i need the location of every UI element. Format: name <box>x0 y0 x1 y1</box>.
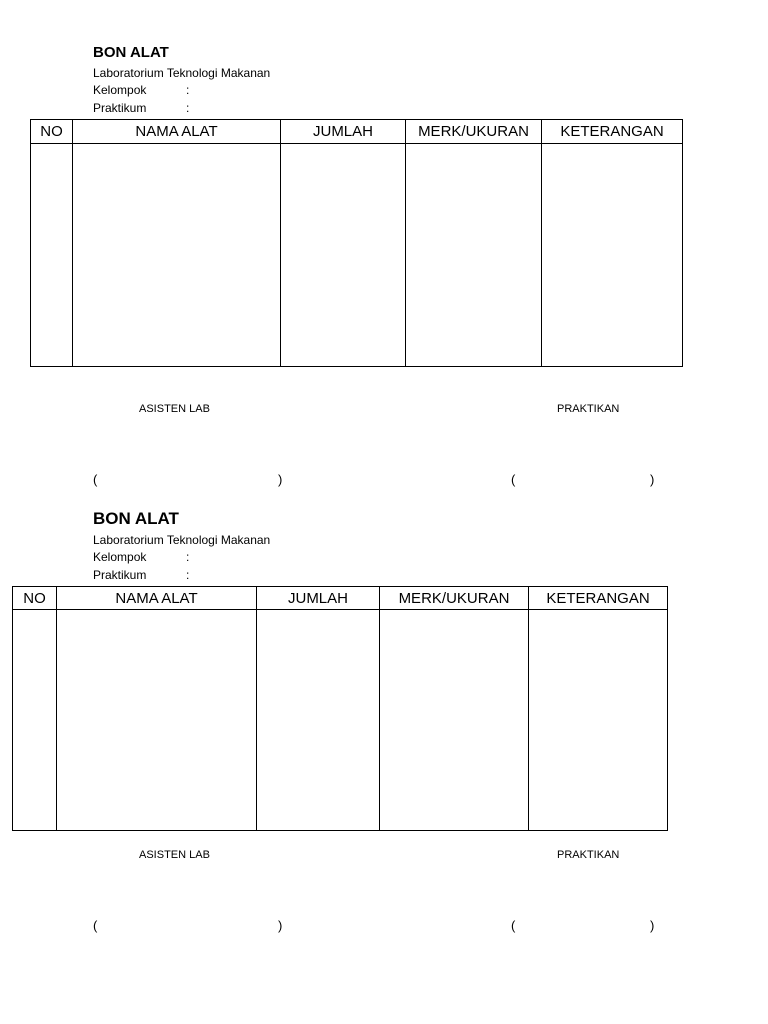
table-cell-jumlah <box>281 144 406 367</box>
col-header-nama-alat: NAMA ALAT <box>57 587 257 610</box>
signature-right-close-paren: ) <box>650 472 655 487</box>
praktikum-label: Praktikum <box>93 101 147 115</box>
table-row <box>31 144 683 367</box>
praktikum-label: Praktikum <box>93 568 147 582</box>
kelompok-label: Kelompok <box>93 83 147 97</box>
signature-right-open-paren: ( <box>511 472 516 487</box>
equipment-table <box>12 586 668 831</box>
signature-left-close-paren: ) <box>278 472 283 487</box>
table-cell-nama-alat <box>73 144 281 367</box>
praktikum-colon: : <box>186 101 190 115</box>
signature-left-open-paren: ( <box>93 472 98 487</box>
table-cell-no <box>13 610 57 831</box>
col-header-nama-alat: NAMA ALAT <box>73 120 281 144</box>
col-header-keterangan: KETERANGAN <box>542 120 683 144</box>
signature-left-close-paren: ) <box>278 918 283 933</box>
signature-left-open-paren: ( <box>93 918 98 933</box>
table-cell-merk-ukuran <box>380 610 529 831</box>
kelompok-colon: : <box>186 83 190 97</box>
asisten-lab-label: ASISTEN LAB <box>139 849 210 861</box>
table-header-row <box>13 587 668 610</box>
table-cell-nama-alat <box>57 610 257 831</box>
table-cell-keterangan <box>529 610 668 831</box>
col-header-jumlah: JUMLAH <box>257 587 380 610</box>
table-row <box>13 610 668 831</box>
form-title: BON ALAT <box>93 509 179 528</box>
table-cell-merk-ukuran <box>406 144 542 367</box>
signature-right-close-paren: ) <box>650 918 655 933</box>
table-header-row <box>31 120 683 144</box>
praktikan-label: PRAKTIKAN <box>557 849 620 861</box>
praktikum-colon: : <box>186 568 190 582</box>
table-cell-jumlah <box>257 610 380 831</box>
col-header-jumlah: JUMLAH <box>281 120 406 144</box>
col-header-keterangan: KETERANGAN <box>529 587 668 610</box>
kelompok-label: Kelompok <box>93 550 147 564</box>
praktikan-label: PRAKTIKAN <box>557 403 620 415</box>
table-cell-keterangan <box>542 144 683 367</box>
equipment-table <box>30 119 683 367</box>
col-header-no: NO <box>31 120 73 144</box>
asisten-lab-label: ASISTEN LAB <box>139 403 210 415</box>
lab-name: Laboratorium Teknologi Makanan <box>93 533 271 547</box>
signature-right-open-paren: ( <box>511 918 516 933</box>
col-header-merk-ukuran: MERK/UKURAN <box>380 587 529 610</box>
col-header-merk-ukuran: MERK/UKURAN <box>406 120 542 144</box>
kelompok-colon: : <box>186 550 190 564</box>
col-header-no: NO <box>13 587 57 610</box>
table-cell-no <box>31 144 73 367</box>
form-title: BON ALAT <box>93 44 169 61</box>
lab-name: Laboratorium Teknologi Makanan <box>93 66 271 80</box>
